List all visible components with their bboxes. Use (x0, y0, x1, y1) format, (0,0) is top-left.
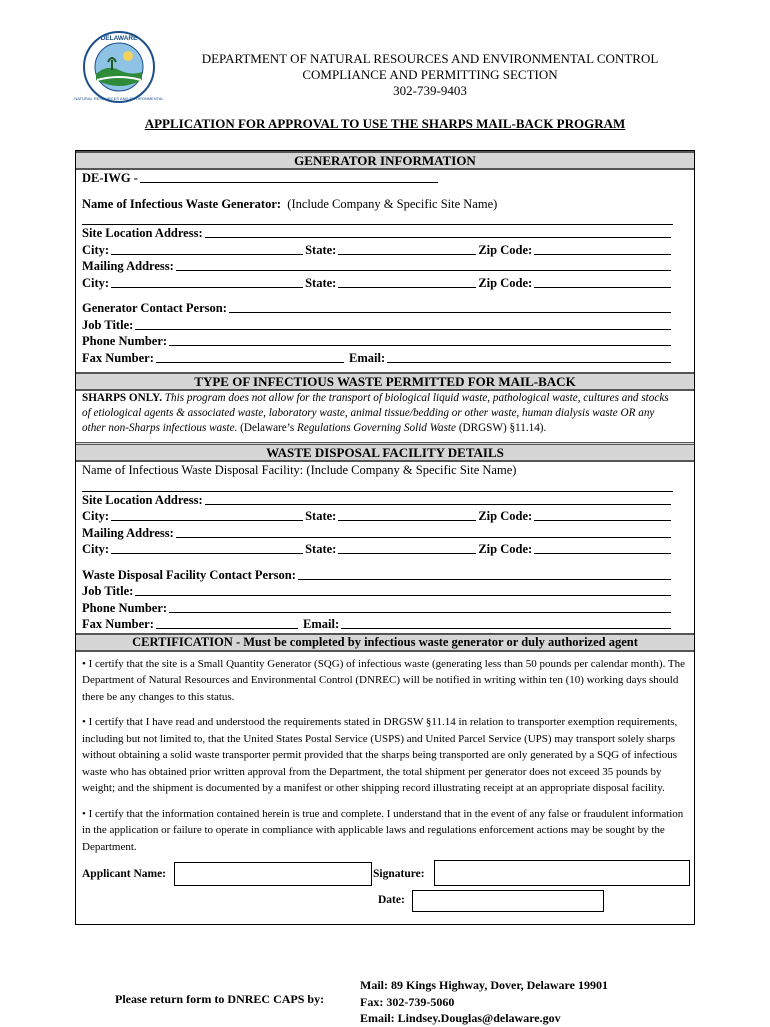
fac-mail-state-field[interactable] (338, 541, 476, 554)
regulations-citation: (DRGSW) §11.14). (458, 422, 547, 434)
certification-statement-1: • I certify that the site is a Small Quantity Generator (SQG) of infectious waste (generating less than 50 pounds per calendar month). The Department of Natural Resources and Environmental Control (DNREC) will be notified in writing within ten (10) working days should there be any changes to this status. (82, 657, 685, 703)
fac-state-field[interactable] (338, 508, 476, 521)
delaware-seal-logo (74, 30, 164, 104)
gen-state-field[interactable] (338, 242, 476, 255)
gen-mail-state-field[interactable] (338, 275, 476, 288)
gen-job-title-label: Job Title: (82, 317, 134, 332)
fac-mail-city-label: City: (82, 542, 110, 556)
department-phone: 302-739-9403 (393, 83, 467, 98)
fac-mail-zip-field[interactable] (534, 541, 671, 554)
fac-site-address-field[interactable] (205, 492, 671, 505)
facility-name-label: Name of Infectious Waste Disposal Facility: (Include Company & Specific Site Name) (82, 463, 517, 477)
delaware-ref: (Delaware’s (240, 422, 295, 434)
applicant-name-field[interactable] (174, 862, 372, 886)
fac-fax-field[interactable] (156, 616, 298, 629)
signature-field[interactable] (434, 860, 690, 886)
application-form (75, 150, 695, 925)
generator-name-field[interactable] (82, 212, 673, 225)
sharps-only-label: SHARPS ONLY. (82, 392, 162, 404)
gen-mail-state-label: State: (305, 275, 337, 290)
generator-name-label: Name of Infectious Waste Generator: (82, 196, 282, 211)
fac-contact-field[interactable] (298, 567, 671, 580)
gen-email-field[interactable] (387, 350, 671, 363)
signature-label: Signature: (373, 868, 425, 880)
gen-zip-label: Zip Code: (478, 242, 533, 257)
gen-mail-zip-label: Zip Code: (478, 275, 533, 290)
gen-contact-field[interactable] (229, 300, 671, 313)
fac-mail-zip-label: Zip Code: (478, 542, 533, 556)
fac-site-address-label: Site Location Address: (82, 492, 203, 507)
page-header (150, 51, 710, 99)
department-name: DEPARTMENT OF NATURAL RESOURCES AND ENVIRONMENTAL CONTROL (201, 51, 659, 66)
fac-zip-field[interactable] (534, 508, 671, 521)
waste-type-heading: TYPE OF INFECTIOUS WASTE PERMITTED FOR MAIL-BACK (76, 372, 694, 391)
gen-fax-field[interactable] (156, 350, 344, 363)
gen-phone-field[interactable] (169, 333, 671, 346)
gen-site-address-label: Site Location Address: (82, 226, 203, 240)
page-title: APPLICATION FOR APPROVAL TO USE THE SHARPS MAIL-BACK PROGRAM (144, 116, 626, 131)
gen-mailing-label: Mailing Address: (82, 259, 174, 273)
deiwg-label: DE-IWG - (82, 171, 138, 185)
waste-type-section (76, 391, 694, 442)
return-mail: Mail: 89 Kings Highway, Dover, Delaware 19901 (360, 978, 608, 992)
facility-name-field[interactable] (82, 479, 673, 492)
regulations-name: Regulations Governing Solid Waste (297, 422, 457, 434)
fac-phone-field[interactable] (169, 600, 671, 613)
gen-mail-city-label: City: (82, 275, 110, 290)
logo-text-bottom: NATURAL RESOURCES AND ENVIRONMENTAL (74, 96, 164, 101)
fac-mail-city-field[interactable] (111, 541, 303, 554)
gen-fax-label: Fax Number: (82, 350, 154, 365)
return-instructions: Please return form to DNREC CAPS by: (115, 992, 325, 1006)
generator-section-heading: GENERATOR INFORMATION (76, 151, 694, 170)
fac-job-title-field[interactable] (135, 583, 671, 596)
fac-zip-label: Zip Code: (478, 509, 533, 523)
gen-mailing-field[interactable] (176, 258, 671, 271)
fac-city-label: City: (82, 509, 110, 523)
certification-statement-2: • I certify that I have read and understood the requirements stated in DRGSW §11.14 in relation to transporter exemption requirements, including but not limited to, that the United States Postal Service (USPS) and United Parcel Service (UPS) may transport solely sharps without obtaining a solid waste transporter permit provided that the sharps being transported are only generated by a SQG of infectious waste who has obtained prior written approval from the Department, the total shipment per generator does not exceed 35 pounds by weight; and the shipment is documented by a manifest or other shipping record illustrating receipt at an appropriate disposal facility. (82, 716, 678, 794)
gen-state-label: State: (305, 242, 337, 257)
fac-email-field[interactable] (341, 616, 671, 629)
fac-fax-label: Fax Number: (82, 617, 154, 631)
deiwg-field[interactable] (140, 170, 438, 183)
gen-mail-zip-field[interactable] (534, 275, 671, 288)
generator-section (76, 170, 694, 366)
fac-mail-state-label: State: (305, 542, 337, 556)
fac-state-label: State: (305, 509, 337, 523)
return-addresses (360, 977, 608, 1027)
fac-mailing-label: Mailing Address: (82, 525, 174, 540)
gen-contact-label: Generator Contact Person: (82, 301, 227, 315)
facility-section-heading: WASTE DISPOSAL FACILITY DETAILS (76, 442, 694, 462)
date-field[interactable] (412, 890, 604, 912)
fac-contact-label: Waste Disposal Facility Contact Person: (82, 567, 296, 582)
return-email[interactable]: Email: Lindsey.Douglas@delaware.gov (360, 1011, 561, 1025)
certification-heading: CERTIFICATION - Must be completed by infectious waste generator or duly authorized agent (76, 633, 694, 652)
gen-job-title-field[interactable] (135, 317, 671, 330)
gen-city-field[interactable] (111, 242, 303, 255)
applicant-name-label: Applicant Name: (82, 868, 167, 880)
waste-type-description: This program does not allow for the transport of biological liquid waste, pathological waste, cultures and stocks of etiological agents & associated waste, laboratory waste, animal tissue/bedding or other waste, human dialysis waste OR any other non-Sharps infectious waste. (82, 392, 669, 434)
section-name: COMPLIANCE AND PERMITTING SECTION (302, 67, 558, 82)
certification-section (76, 652, 694, 925)
fac-email-label: Email: (303, 617, 340, 631)
gen-mail-city-field[interactable] (111, 275, 303, 288)
gen-site-address-field[interactable] (205, 225, 671, 238)
gen-phone-label: Phone Number: (82, 334, 168, 348)
gen-city-label: City: (82, 242, 110, 257)
fac-mailing-field[interactable] (176, 525, 671, 538)
certification-statement-3: • I certify that the information contained herein is true and complete. I understand that in the event of any false or fraudulent information in the application or failure to operate in compliance with applicable laws and regulations enforcement actions may be sought by the Department. (82, 807, 684, 853)
date-label: Date: (378, 894, 405, 906)
facility-section (76, 462, 694, 633)
fac-job-title-label: Job Title: (82, 584, 134, 598)
gen-zip-field[interactable] (534, 242, 671, 255)
generator-name-hint: (Include Company & Specific Site Name) (287, 196, 498, 211)
fac-phone-label: Phone Number: (82, 600, 168, 615)
fac-city-field[interactable] (111, 508, 303, 521)
return-fax: Fax: 302-739-5060 (360, 994, 455, 1009)
gen-email-label: Email: (349, 350, 386, 365)
logo-text-top: DELAWARE (100, 35, 138, 42)
